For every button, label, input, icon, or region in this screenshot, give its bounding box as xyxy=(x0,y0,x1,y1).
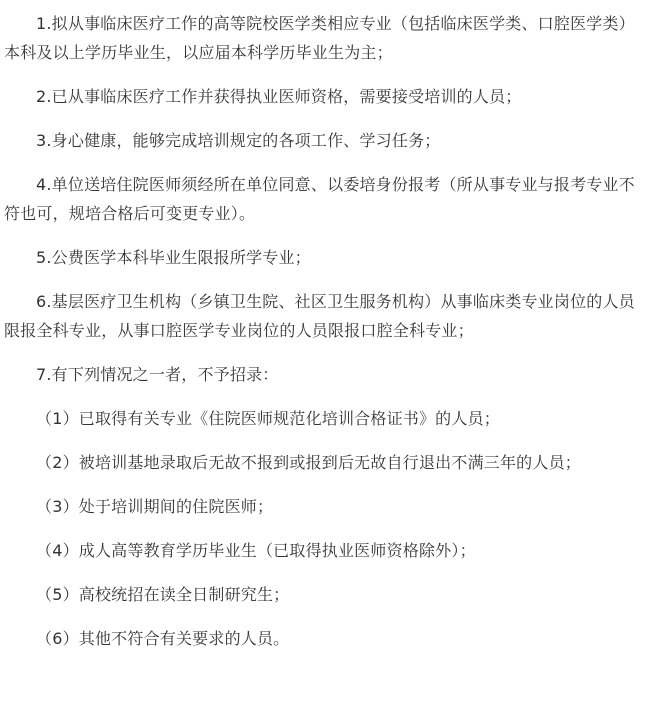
paragraph-1: 1.拟从事临床医疗工作的高等院校医学类相应专业（包括临床医学类、口腔医学类）本科及以上学历毕业生，以应届本科学历毕业生为主； xyxy=(4,14,635,62)
paragraph-gap xyxy=(4,521,645,536)
paragraph-6: 6.基层医疗卫生机构（乡镇卫生院、社区卫生服务机构）从事临床类专业岗位的人员限报全科专业，从事口腔医学专业岗位的人员限报口腔全科专业； xyxy=(4,292,635,340)
list-item-3: （3）处于培训期间的住院医师； xyxy=(36,497,274,516)
paragraph-7: 7.有下列情况之一者，不予招录： xyxy=(36,365,279,384)
list-item-2: （2）被培训基地录取后无故不报到或报到后无故自行退出不满三年的人员； xyxy=(36,453,581,472)
paragraph-2: 2.已从事临床医疗工作并获得执业医师资格，需要接受培训的人员； xyxy=(36,87,522,106)
paragraph-gap xyxy=(4,433,645,448)
paragraph-gap xyxy=(4,477,645,492)
paragraph-gap xyxy=(4,345,645,360)
list-item-1: （1）已取得有关专业《住院医师规范化培训合格证书》的人员； xyxy=(36,409,500,428)
paragraph-gap xyxy=(4,389,645,404)
paragraph-gap xyxy=(4,67,645,82)
paragraph-gap xyxy=(4,565,645,580)
list-item-4: （4）成人高等教育学历毕业生（已取得执业医师资格除外）； xyxy=(36,541,476,560)
paragraph-gap xyxy=(4,609,645,624)
paragraph-5: 5.公费医学本科毕业生限报所学专业； xyxy=(36,248,311,267)
list-item-5: （5）高校统招在读全日制研究生； xyxy=(36,585,290,604)
paragraph-3: 3.身心健康，能够完成培训规定的各项工作、学习任务； xyxy=(36,131,441,150)
paragraph-gap xyxy=(4,228,645,243)
list-item-6: （6）其他不符合有关要求的人员。 xyxy=(36,629,290,648)
paragraph-4: 4.单位送培住院医师须经所在单位同意、以委培身份报考（所从事专业与报考专业不符也可，规培合格后可变更专业）。 xyxy=(4,175,635,223)
paragraph-gap xyxy=(4,111,645,126)
paragraph-gap xyxy=(4,155,645,170)
paragraph-gap xyxy=(4,272,645,287)
